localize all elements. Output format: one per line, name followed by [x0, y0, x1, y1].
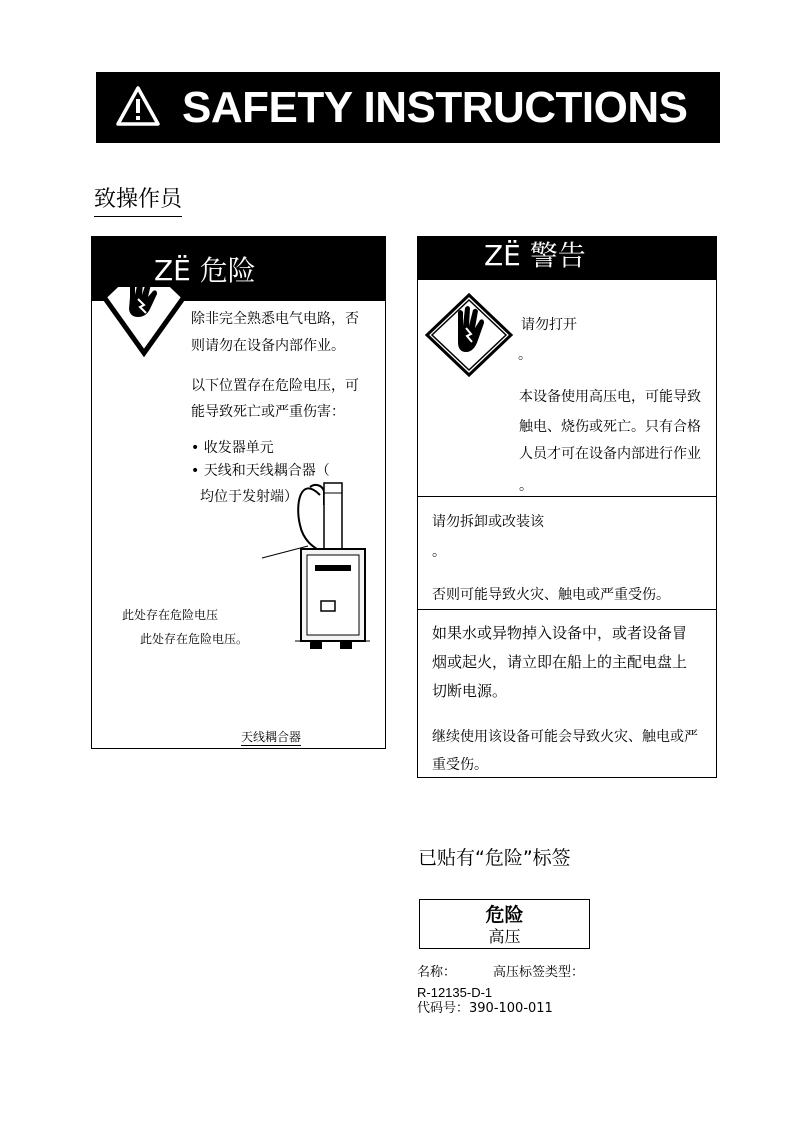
antenna-coupler-label: 天线耦合器	[241, 730, 302, 744]
label-type-value: R-12135-D-1	[417, 985, 493, 1000]
warning-divider-2	[418, 609, 716, 610]
warning-panel	[417, 236, 717, 778]
label-section-title: 已贴有“危险”标签	[418, 847, 571, 869]
electric-shock-hand-icon	[424, 292, 514, 382]
warning-s1-line1: 本设备使用高压电，可能导致	[519, 389, 701, 405]
safety-banner	[96, 72, 720, 143]
label-type: 高压标签类型：	[493, 965, 585, 980]
label-line-1: 危险	[485, 904, 524, 926]
warning-s2-line1: 请勿拆卸或改装该	[432, 514, 544, 530]
warning-s1-line4: 。	[519, 478, 533, 494]
danger-panel	[91, 236, 386, 749]
warning-s2-line3: 否则可能导致火灾、触电或严重受伤。	[432, 587, 670, 603]
warning-s3-line4: 继续使用该设备可能会导致火灾、触电或严	[432, 729, 698, 745]
warning-triangle-icon	[116, 85, 160, 131]
warning-s1-line2: 触电、烧伤或死亡。只有合格	[519, 419, 701, 435]
electric-shock-hand-icon	[102, 287, 186, 361]
danger-callout-2: 此处存在危险电压。	[140, 632, 249, 646]
banner-title: SAFETY INSTRUCTIONS	[182, 83, 688, 132]
warning-s3-line2: 烟或起火，请立即在船上的主配电盘上	[432, 653, 688, 671]
warning-s1-title: 请勿打开	[521, 317, 577, 333]
warning-header-text: ZË 警告	[484, 239, 586, 272]
danger-bullet-antenna-cont: 均位于发射端）	[200, 489, 298, 505]
warning-s3-line1: 如果水或异物掉入设备中，或者设备冒	[432, 624, 688, 642]
danger-bullet-antenna: • 天线和天线耦合器（	[191, 463, 330, 479]
warning-s1-line3: 人员才可在设备内部进行作业	[519, 446, 701, 462]
label-code: 代码号：390-100-011	[417, 1001, 553, 1016]
danger-p2-line1: 以下位置存在危险电压，可	[191, 378, 359, 394]
danger-p1-line1: 除非完全熟悉电气电路，否	[191, 311, 359, 327]
danger-header-text: ZË 危险	[154, 254, 256, 287]
callout-line	[260, 542, 310, 566]
label-name: 名称：	[417, 965, 457, 980]
warning-divider-1	[418, 496, 716, 497]
danger-bullet-transceiver: • 收发器单元	[191, 440, 274, 456]
danger-p2-line2: 能导致死亡或严重伤害：	[191, 404, 345, 420]
warning-s3-line3: 切断电源。	[432, 682, 508, 700]
warning-s2-line2: 。	[432, 544, 446, 560]
warning-s3-line5: 重受伤。	[432, 757, 488, 773]
danger-p1-line2: 则请勿在设备内部作业。	[191, 338, 345, 354]
warning-header	[418, 237, 716, 280]
warning-s1-title-dot: 。	[518, 347, 532, 363]
danger-label-sample	[419, 899, 590, 949]
label-line-2: 高压	[488, 927, 521, 946]
danger-callout-1: 此处存在危险电压	[122, 608, 219, 622]
page-heading: 致操作员	[94, 184, 182, 217]
